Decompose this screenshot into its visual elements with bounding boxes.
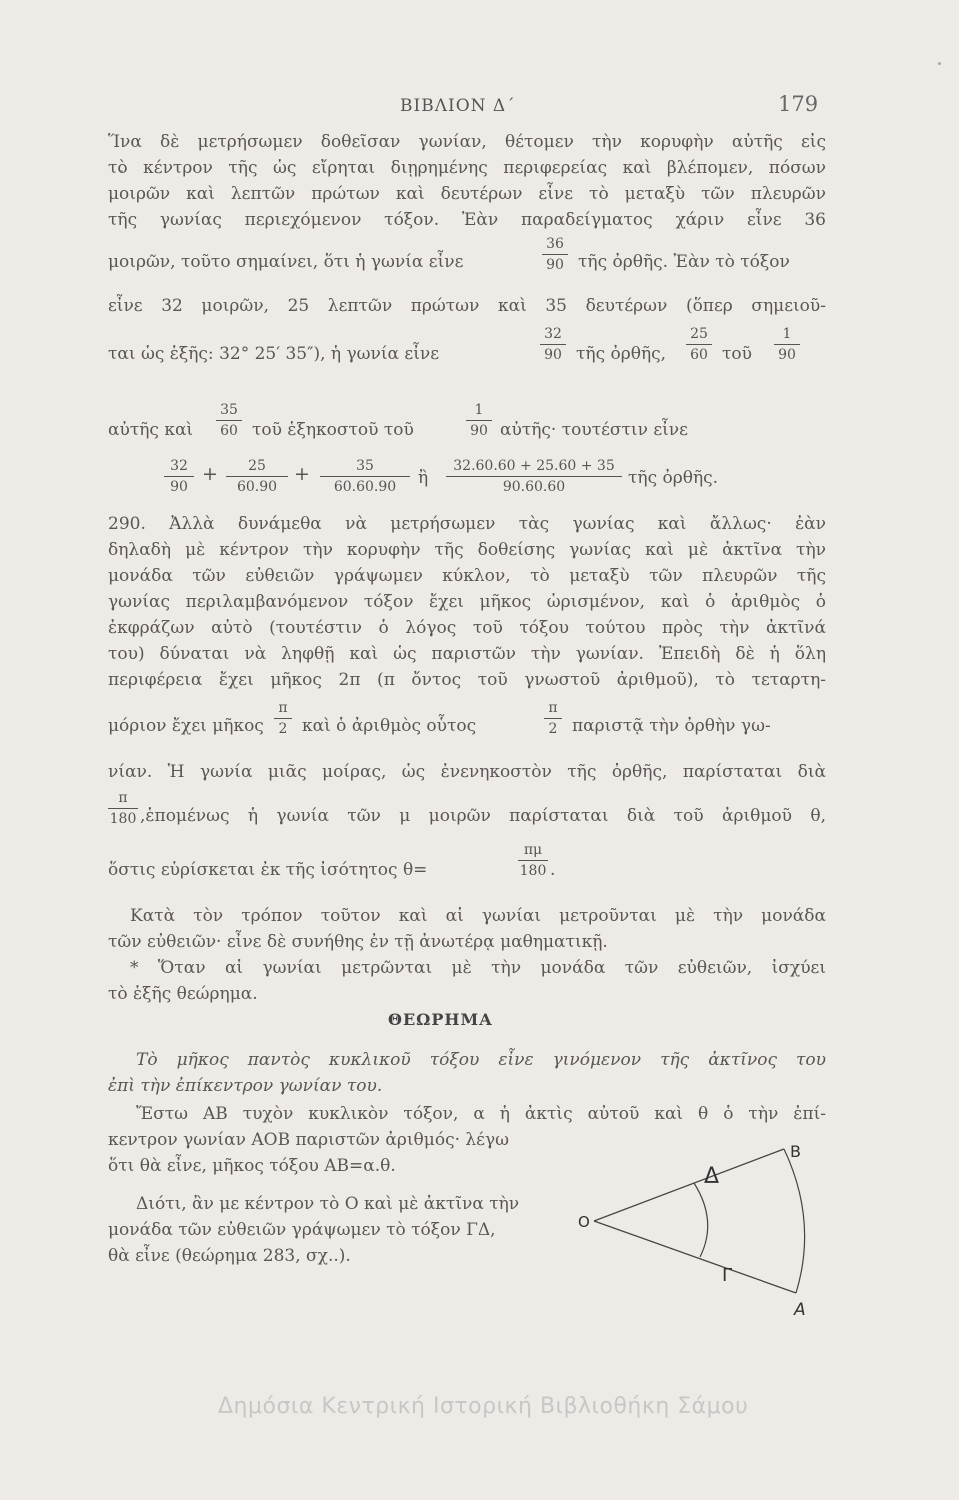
page-number: 179 bbox=[778, 92, 819, 116]
text-line: τῶν εὐθειῶν· εἶνε δὲ συνήθης ἐν τῇ ἀνωτέρᾳ μαθηματικῇ. bbox=[108, 932, 608, 952]
plus-sign: + bbox=[294, 463, 310, 485]
text-line: εἶνε 32 μοιρῶν, 25 λεπτῶν πρώτων καὶ 35 δευτέρων (ὅπερ σημειοῦ- bbox=[108, 296, 826, 316]
sector-figure bbox=[572, 1135, 832, 1325]
fraction-bar bbox=[540, 344, 566, 345]
fraction-denominator: 2 bbox=[548, 721, 558, 737]
fraction-bar bbox=[108, 808, 138, 809]
fraction-bar bbox=[446, 476, 622, 477]
fraction-numerator: π bbox=[548, 700, 558, 716]
proof-line: κεντρον γωνίαν ΑΟΒ παριστῶν ἀριθμός· λέγω bbox=[108, 1130, 510, 1150]
text-line: γωνίας περιλαμβανόμενον τόξον ἔχει μῆκος ὡρισμένον, καὶ ὁ ἀριθμὸς ὁ bbox=[108, 592, 826, 612]
fraction-denominator: 90 bbox=[470, 423, 488, 439]
fraction-bar bbox=[274, 718, 292, 719]
fraction-numerator: 32 bbox=[170, 458, 188, 474]
fraction-bar bbox=[216, 420, 242, 421]
text-line: καὶ ὁ ἀριθμὸς οὗτος bbox=[302, 716, 477, 736]
theorem-line: ἐπὶ τὴν ἐπίκεντρον γωνίαν του. bbox=[108, 1076, 383, 1096]
text-line: Κατὰ τὸν τρόπον τοῦτον καὶ αἱ γωνίαι μετροῦνται μὲ τὴν μονάδα bbox=[130, 906, 826, 926]
proof-line: θὰ εἶνε (θεώρημα 283, σχ..). bbox=[108, 1246, 351, 1266]
label-o: O bbox=[578, 1213, 590, 1231]
text-line: δηλαδὴ μὲ κέντρον τὴν κορυφὴν τῆς δοθείσης γωνίας καὶ μὲ ἀκτῖνα τὴν bbox=[108, 540, 826, 560]
fraction-denominator: 60 bbox=[690, 347, 708, 363]
fraction-numerator: 25 bbox=[690, 326, 708, 342]
text-line: ἢ bbox=[418, 468, 429, 488]
label-delta: Δ bbox=[704, 1164, 720, 1189]
proof-line: ὅτι θὰ εἶνε, μῆκος τόξου ΑΒ=α.θ. bbox=[108, 1156, 396, 1176]
theorem-heading: ΘΕΩΡΗΜΑ bbox=[388, 1010, 493, 1029]
text-line: παριστᾷ τὴν ὀρθὴν γω- bbox=[572, 716, 771, 736]
fraction-numerator: 1 bbox=[474, 402, 484, 418]
text-line: αὐτῆς καὶ bbox=[108, 420, 194, 440]
theorem-line: Τὸ μῆκος παντὸς κυκλικοῦ τόξου εἶνε γινόμενον τῆς ἀκτῖνος του bbox=[136, 1050, 826, 1070]
text-line: περιφέρεια ἔχει μῆκος 2π (π ὄντος τοῦ γνωστοῦ ἀριθμοῦ), τὸ τεταρτη- bbox=[108, 670, 826, 690]
text-line: του) δύναται νὰ ληφθῇ καὶ ὡς παριστῶν τὴν γωνίαν. Ἐπειδὴ δὲ ἡ ὅλη bbox=[108, 644, 826, 664]
text-line: ται ὡς ἑξῆς: 32° 25′ 35″), ἡ γωνία εἶνε bbox=[108, 344, 440, 364]
fraction-bar bbox=[542, 254, 568, 255]
text-line: . bbox=[550, 860, 556, 880]
proof-line: Διότι, ἂν με κέντρον τὸ Ο καὶ μὲ ἀκτῖνα τὴν bbox=[136, 1194, 520, 1214]
text-line: ἐκφράζων αὐτὸ (τουτέστιν ὁ λόγος τοῦ τόξου τούτου πρὸς τὴν ἀκτῖνά bbox=[108, 618, 826, 638]
fraction-numerator: 32 bbox=[544, 326, 562, 342]
fraction-denominator: 90 bbox=[778, 347, 796, 363]
fraction-denominator: 2 bbox=[278, 721, 288, 737]
fraction-numerator: 25 bbox=[248, 458, 266, 474]
text-line: * Ὅταν αἱ γωνίαι μετρῶνται μὲ τὴν μονάδα τῶν εὐθειῶν, ἰσχύει bbox=[130, 958, 826, 978]
fraction-denominator: 180 bbox=[109, 811, 137, 827]
text-line: μονάδα τῶν εὐθειῶν γράψωμεν κύκλον, τὸ μεταξὺ τῶν πλευρῶν τῆς bbox=[108, 566, 826, 586]
fraction-denominator: 90.60.60 bbox=[502, 479, 566, 495]
fraction-denominator: 60.60.90 bbox=[333, 479, 397, 495]
text-line: τῆς ὀρθῆς. bbox=[628, 468, 719, 488]
fraction-denominator: 60.90 bbox=[236, 479, 278, 495]
label-a: A bbox=[794, 1300, 806, 1320]
fraction-numerator: πμ bbox=[523, 842, 543, 858]
speck bbox=[938, 62, 941, 65]
text-line: ,ἑπομένως ἡ γωνία τῶν μ μοιρῶν παρίσταται διὰ τοῦ ἀριθμοῦ θ, bbox=[140, 806, 826, 826]
label-gamma: Γ bbox=[722, 1265, 733, 1286]
fraction-denominator: 90 bbox=[544, 347, 562, 363]
text-line: τὸ ἑξῆς θεώρημα. bbox=[108, 984, 258, 1004]
fraction-bar bbox=[164, 476, 194, 477]
library-watermark: Δημόσια Κεντρική Ιστορική Βιβλιοθήκη Σάμου bbox=[218, 1394, 749, 1419]
plus-sign: + bbox=[202, 463, 218, 485]
fraction-denominator: 90 bbox=[546, 257, 564, 273]
fraction-numerator: π bbox=[278, 700, 288, 716]
fraction-bar bbox=[226, 476, 288, 477]
running-header: ΒΙΒΛΙΟΝ Δ΄ bbox=[400, 96, 516, 116]
text-line: νίαν. Ἡ γωνία μιᾶς μοίρας, ὡς ἐνενηκοστὸν τῆς ὀρθῆς, παρίσταται διὰ bbox=[108, 762, 826, 782]
fraction-denominator: 60 bbox=[220, 423, 238, 439]
fraction-numerator: 35 bbox=[356, 458, 374, 474]
fraction-bar bbox=[466, 420, 492, 421]
fraction-bar bbox=[774, 344, 800, 345]
text-line: αὐτῆς· τουτέστιν εἶνε bbox=[500, 420, 688, 440]
text-line: Ἵνα δὲ μετρήσωμεν δοθεῖσαν γωνίαν, θέτομεν τὴν κορυφὴν αὐτῆς εἰς bbox=[108, 132, 826, 152]
text-line: τῆς ὀρθῆς. Ἐὰν τὸ τόξον bbox=[578, 252, 790, 272]
text-line: μοιρῶν καὶ λεπτῶν πρώτων καὶ δευτέρων εἶνε τὸ μεταξὺ τῶν πλευρῶν bbox=[108, 184, 826, 204]
fraction-bar bbox=[544, 718, 562, 719]
fraction-numerator: 35 bbox=[220, 402, 238, 418]
text-line: ὅστις εὑρίσκεται ἐκ τῆς ἰσότητος θ= bbox=[108, 860, 428, 880]
text-line: τοῦ ἑξηκοστοῦ τοῦ bbox=[252, 420, 414, 440]
fraction-bar bbox=[320, 476, 410, 477]
text-line: τοῦ bbox=[722, 344, 752, 364]
fraction-denominator: 90 bbox=[170, 479, 188, 495]
fraction-bar bbox=[686, 344, 712, 345]
fraction-denominator: 180 bbox=[519, 863, 547, 879]
fraction-numerator: π bbox=[118, 790, 128, 806]
fraction-bar bbox=[518, 860, 548, 861]
text-line: τὸ κέντρον τῆς ὡς εἴρηται διῃρημένης περιφερείας καὶ βλέπομεν, πόσων bbox=[108, 158, 826, 178]
text-line: 290. Ἀλλὰ δυνάμεθα νὰ μετρήσωμεν τὰς γωνίας καὶ ἄλλως· ἐὰν bbox=[108, 514, 826, 534]
text-line: τῆς ὀρθῆς, bbox=[576, 344, 667, 364]
text-line: μόριον ἔχει μῆκος bbox=[108, 716, 264, 736]
fraction-numerator: 32.60.60 + 25.60 + 35 bbox=[453, 458, 615, 474]
fraction-numerator: 1 bbox=[782, 326, 792, 342]
fraction-numerator: 36 bbox=[546, 236, 564, 252]
text-line: μοιρῶν, τοῦτο σημαίνει, ὅτι ἡ γωνία εἶνε bbox=[108, 252, 464, 272]
label-b: B bbox=[790, 1142, 801, 1161]
proof-line: μονάδα τῶν εὐθειῶν γράψωμεν τὸ τόξον ΓΔ, bbox=[108, 1220, 496, 1240]
proof-line: Ἔστω ΑΒ τυχὸν κυκλικὸν τόξον, α ἡ ἀκτὶς αὐτοῦ καὶ θ ὁ τὴν ἐπί- bbox=[136, 1104, 826, 1124]
text-line: τῆς γωνίας περιεχόμενον τόξον. Ἐὰν παραδείγματος χάριν εἶνε 36 bbox=[108, 210, 826, 230]
